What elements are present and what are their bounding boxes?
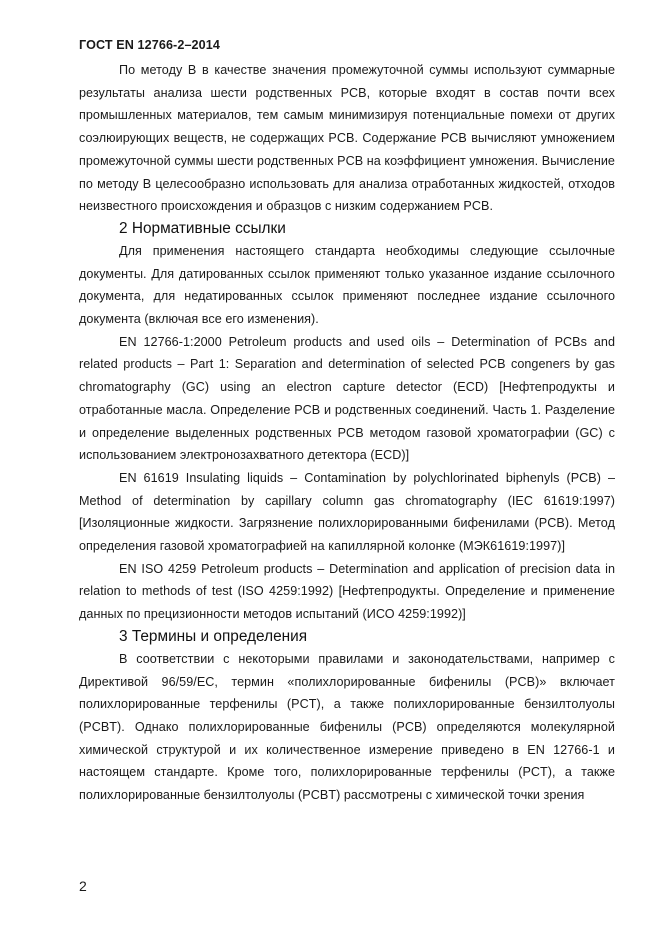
paragraph: По методу В в качестве значения промежуточной суммы используют суммарные результаты анализа шести родственных PCB, которые входят в состав почти всех промышленных материалов, тем самым минимизируя потенциальные помехи от других соэлюирующих веществ, не содержащих PCB. Содержание PCB вычисляют умножением промежуточной суммы шести родственных PCB на коэффициент умножения. Вычисление по методу В целесообразно использовать для анализа отработанных жидкостей, отходов неизвестного происхождения и образцов с низким содержанием PCB. — [79, 63, 615, 214]
paragraph: В соответствии с некоторыми правилами и законодательствами, например с Директивой 96/59/EC, термин «полихлорированные бифенилы (PCB)» включает полихлорированные терфенилы (PCT), а также полихлорированные бензилтолуолы (PCBT). Однако полихлорированные бифенилы (PCB) определяются молекулярной химической структурой и их количественное измерение приведено в EN 12766-1 и настоящем стандарте. Кроме того, полихлорированные терфенилы (PCT), а также полихлорированные бензилтолуолы (PCBT) рассмотрены с химической точки зрения — [79, 651, 615, 803]
document-header: ГОСТ EN 12766-2–2014 — [79, 38, 220, 52]
reference-item: EN 12766-1:2000 Petroleum products and used oils – Determination of PCBs and related products – Part 1: Separation and determination of selected PCB congeners by gas chromatography (GC) using an electron capture detector (ECD) [Нефтепродукты и отработанные масла. Определение PCB и родственных соединений. Часть 1. Разделение и определение выделенных родственных PCB методом газовой хроматографии (GC) с использованием электронозахватного детектора (ECD)] — [79, 334, 615, 463]
reference-item: EN 61619 Insulating liquids – Contamination by polychlorinated biphenyls (PCB) – Method of determination by capillary column gas chromatography (IEC 61619:1997) [Изоляционные жидкости. Загрязнение полихлорированными бифенилами (PCB). Метод определения газовой хроматографией на капиллярной колонке (МЭК61619:1997)] — [79, 470, 615, 554]
section-heading: 2 Нормативные ссылки — [119, 219, 286, 237]
paragraph: Для применения настоящего стандарта необходимы следующие ссылочные документы. Для датированных ссылок применяют только указанное издание ссылочного документа, для недатированных ссылок применяют последнее издание ссылочного документа (включая все его изменения). — [79, 243, 615, 327]
reference-item: EN ISO 4259 Petroleum products – Determination and application of precision data in relation to methods of test (ISO 4259:1992) [Нефтепродукты. Определение и применение данных по прецизионности методов испытаний (ИСО 4259:1992)] — [79, 561, 615, 622]
section-heading: 3 Термины и определения — [119, 627, 308, 645]
page-number: 2 — [79, 878, 87, 894]
document-body — [79, 59, 615, 807]
